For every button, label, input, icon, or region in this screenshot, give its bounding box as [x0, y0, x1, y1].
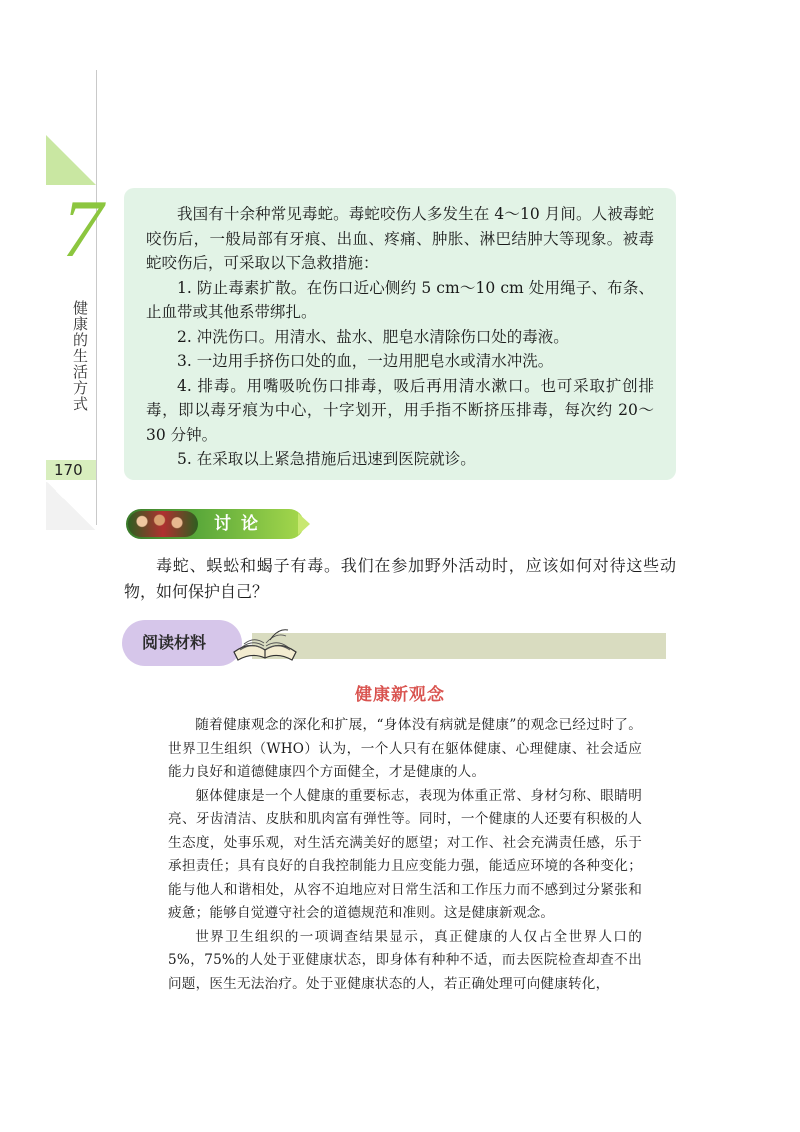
margin-divider: [96, 70, 97, 525]
article-body: [168, 714, 642, 996]
info-step-3: 3. 一边用手挤伤口处的血，一边用肥皂水或清水冲洗。: [177, 352, 554, 370]
discussion-label: 讨论: [214, 514, 268, 534]
reading-header-bar: [252, 633, 666, 659]
article-paragraph: 世界卫生组织的一项调查结果显示，真正健康的人仅占全世界人口的 5%，75%的人处于亚健康状态，即身体有种种不适，而去医院检查却查不出问题，医生无法治疗。处于亚健康状态的人，若正确处理可向健康转化，: [168, 928, 642, 992]
info-paragraph: 我国有十余种常见毒蛇。毒蛇咬伤人多发生在 4～10 月间。人被毒蛇咬伤后，一般局部有牙痕、出血、疼痛、肿胀、淋巴结肿大等现象。被毒蛇咬伤后，可采取以下急救措施：: [146, 205, 654, 272]
chapter-number: 7: [62, 183, 103, 274]
reading-material-header: [122, 620, 666, 666]
article-title: 健康新观念: [355, 685, 445, 705]
info-step-4: 4. 排毒。用嘴吸吮伤口排毒，吸后再用清水漱口。也可采取扩创排毒，即以毒牙痕为中心，十字划开，用手指不断挤压排毒，每次约 20～30 分钟。: [146, 376, 654, 444]
arrow-right-icon: [298, 513, 310, 535]
info-step-2: 2. 冲洗伤口。用清水、盐水、肥皂水清除伤口处的毒液。: [177, 327, 569, 346]
page-number: 170: [54, 461, 83, 479]
snakebite-info-box: [124, 188, 676, 480]
info-step-5: 5. 在采取以上紧急措施后迅速到医院就诊。: [177, 450, 476, 468]
discussion-photo-icon: [128, 511, 198, 537]
article-paragraph: 随着健康观念的深化和扩展，“身体没有病就是健康”的观念已经过时了。世界卫生组织（WHO）认为，一个人只有在躯体健康、心理健康、社会适应能力良好和道德健康四个方面健全，才是健康的人。: [168, 717, 642, 780]
open-book-icon: [230, 622, 300, 664]
page-corner-decoration: [46, 482, 96, 530]
article-paragraph: 躯体健康是一个人健康的重要标志，表现为体重正常、身材匀称、眼睛明亮、牙齿清洁、皮肤和肌肉富有弹性等。同时，一个健康的人还要有积极的人生态度，处事乐观，对生活充满美好的愿望；对工作、社会充满责任感，乐于承担责任；具有良好的自我控制能力且应变能力强，能适应环境的各种变化；能与他人和谐相处，从容不迫地应对日常生活和工作压力而不感到过分紧张和疲惫；能够自觉遵守社会的道德规范和准则。这是健康新观念。: [168, 787, 642, 921]
info-step-1: 1. 防止毒素扩散。在伤口近心侧约 5 cm～10 cm 处用绳子、布条、止血带或其他系带绑扎。: [146, 278, 654, 321]
chapter-corner-decoration: [46, 135, 96, 185]
discussion-header: [126, 507, 310, 541]
discussion-question: 毒蛇、蜈蚣和蝎子有毒。我们在参加野外活动时，应该如何对待这些动物，如何保护自己？: [124, 556, 676, 601]
reading-label: 阅读材料: [142, 633, 207, 652]
chapter-title: 健康的生活方式: [71, 300, 89, 412]
